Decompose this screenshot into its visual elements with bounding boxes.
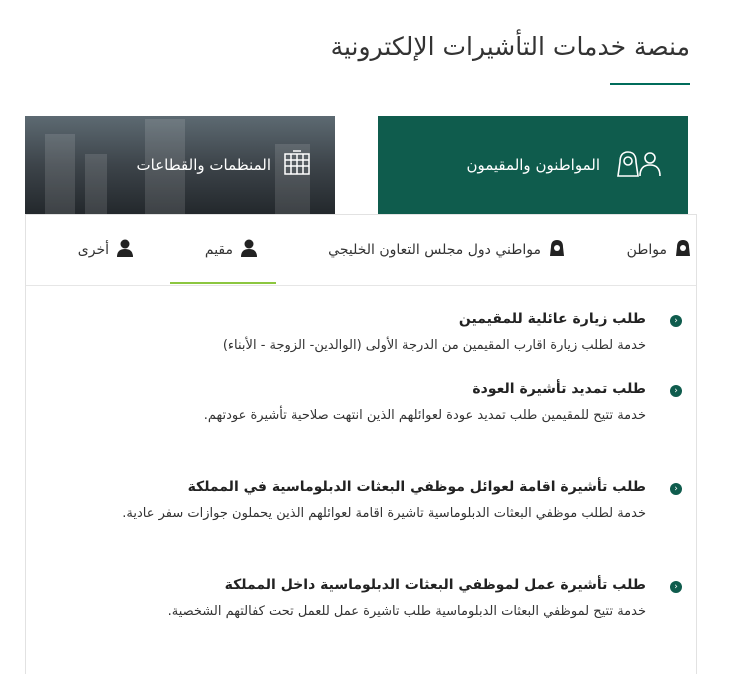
tab-resident[interactable] (205, 237, 258, 263)
service-description: خدمة تتيح لموظفي البعثات الدبلوماسية طلب تاشيرة عمل للعمل تحت كفالتهم الشخصية. (167, 604, 646, 619)
person-ghutra-icon (541, 239, 566, 261)
citizens-residents-label: المواطنون والمقيمون (466, 156, 600, 174)
person-ghutra-icon (667, 239, 692, 261)
service-title[interactable]: طلب تمديد تأشيرة العودة (472, 381, 646, 397)
chevron-circle-icon: ‹ (670, 385, 682, 397)
service-title[interactable]: طلب تأشيرة عمل لموظفي البعثات الدبلوماسية داخل المملكة (224, 577, 646, 593)
building-shape (85, 154, 107, 214)
tab-label: أخرى (77, 242, 109, 258)
citizens-residents-card[interactable] (378, 116, 688, 214)
service-description: خدمة تتيح للمقيمين طلب تمديد عودة لعوائلهم الذين انتهت صلاحية تأشيرة عودتهم. (203, 408, 646, 423)
service-description: خدمة لطلب موظفي البعثات الدبلوماسية تاشيرة اقامة لعوائلهم الذين يحملون جوازات سفر عادية. (122, 506, 646, 521)
services-panel (25, 214, 697, 674)
person-icon (109, 239, 134, 261)
people-icon (612, 148, 664, 182)
tab-label: مقيم (204, 242, 233, 258)
page-title: منصة خدمات التأشيرات الإلكترونية (330, 32, 690, 61)
tab-label: مواطن (626, 242, 667, 258)
building-shape (45, 134, 75, 214)
chevron-circle-icon: ‹ (670, 315, 682, 327)
person-icon (233, 239, 258, 261)
chevron-circle-icon: ‹ (670, 581, 682, 593)
tab-other[interactable] (78, 237, 134, 263)
chevron-circle-icon: ‹ (670, 483, 682, 495)
active-tab-indicator (170, 282, 276, 284)
service-title[interactable]: طلب تأشيرة اقامة لعوائل موظفي البعثات الدبلوماسية في المملكة (187, 479, 646, 495)
organizations-card[interactable] (25, 116, 335, 214)
organizations-label: المنظمات والقطاعات (136, 156, 271, 174)
building-grid-icon (283, 150, 311, 180)
service-title[interactable]: طلب زيارة عائلية للمقيمين (458, 311, 646, 327)
tab-gcc-citizens[interactable] (328, 237, 566, 263)
tab-label: مواطني دول مجلس التعاون الخليجي (328, 242, 541, 258)
service-description: خدمة لطلب زيارة اقارب المقيمين من الدرجة الأولى (الوالدين- الزوجة - الأبناء) (222, 338, 646, 353)
tab-citizen[interactable] (627, 237, 692, 263)
audience-tabs (26, 215, 696, 286)
title-underline (610, 83, 690, 85)
